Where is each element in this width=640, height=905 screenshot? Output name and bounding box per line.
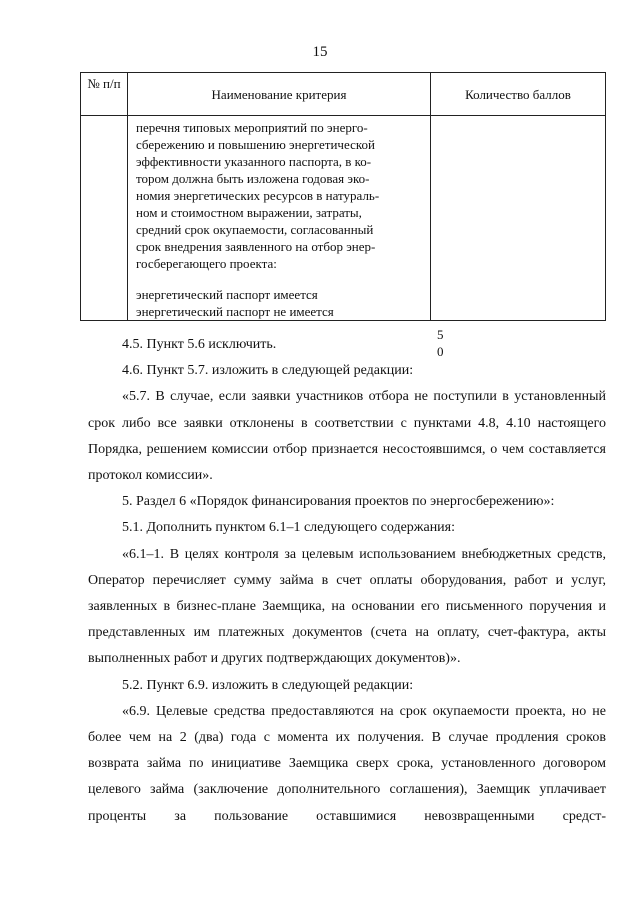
criterion-line: сбережению и повышению энергетической: [136, 137, 375, 152]
page-number: 15: [312, 44, 328, 60]
score-no-passport: 0: [437, 344, 444, 359]
option-label-no-passport: энергетический паспорт не имеется: [136, 304, 334, 319]
paragraph: 5.2. Пункт 6.9. изложить в следующей редакции:: [122, 677, 414, 693]
row-num-cell: [81, 116, 128, 321]
paragraph: «5.7. В случае, если заявки участников отбора не поступили в установленный срок либо все заявки отклонены в соответствии с пунктами 4.8, 4.10 настоящего Порядка, решением комиссии отбор признается несостоявшимся, о чем составляется протокол комиссии».: [88, 389, 606, 484]
document-body: [88, 332, 606, 830]
table-row: [81, 116, 606, 321]
header-name: Наименование критерия: [128, 73, 431, 116]
table-header-row: [81, 73, 606, 116]
criterion-line: перечня типовых мероприятий по энерго-: [136, 120, 368, 135]
criterion-line: госберегающего проекта:: [136, 256, 277, 271]
score-has-passport: 5: [437, 327, 444, 342]
criterion-line: срок внедрения заявленного на отбор энер-: [136, 239, 376, 254]
row-name-cell: [128, 116, 431, 321]
criterion-line: эффективности указанного паспорта, в ко-: [136, 154, 372, 169]
paragraph: 5. Раздел 6 «Порядок финансирования проектов по энергосбережению»:: [122, 494, 555, 510]
criterion-line: средний срок окупаемости, согласованный: [136, 222, 374, 237]
header-num: № п/п: [81, 73, 128, 116]
criterion-line: тором должна быть изложена годовая эко-: [136, 171, 370, 186]
header-score: Количество баллов: [431, 73, 606, 116]
row-score-cell: [431, 116, 606, 359]
paragraph: «6.1–1. В целях контроля за целевым использованием внебюджетных средств, Оператор перечисляет сумму займа в счет оплаты оборудования, работ и услуг, заявленных в бизнес-плане Заемщика, на основании его письменного поручения и представленных им платежных документов (счета на оплату, счет-фактура, акты выполненных работ и других подтверждающих документов)».: [88, 546, 606, 667]
criterion-line: номия энергетических ресурсов в натураль-: [136, 188, 380, 203]
option-label-has-passport: энергетический паспорт имеется: [136, 287, 318, 302]
paragraph: 4.5. Пункт 5.6 исключить.: [122, 337, 277, 352]
paragraph: 5.1. Дополнить пунктом 6.1–1 следующего содержания:: [122, 520, 456, 536]
criterion-line: ном и стоимостном выражении, затраты,: [136, 205, 362, 220]
paragraph: «6.9. Целевые средства предоставляются на срок окупаемости проекта, но не более чем на 2 (два) года с момента их получения. В случае продления сроков возврата займа по инициативе Заемщика сверх срока, установленного договором целевого займа (заключение дополнительного соглашения), Заемщик уплачивает проценты за пользование оставшимися невозвращенными средст-: [88, 703, 606, 824]
paragraph: 4.6. Пункт 5.7. изложить в следующей редакции:: [122, 363, 414, 379]
